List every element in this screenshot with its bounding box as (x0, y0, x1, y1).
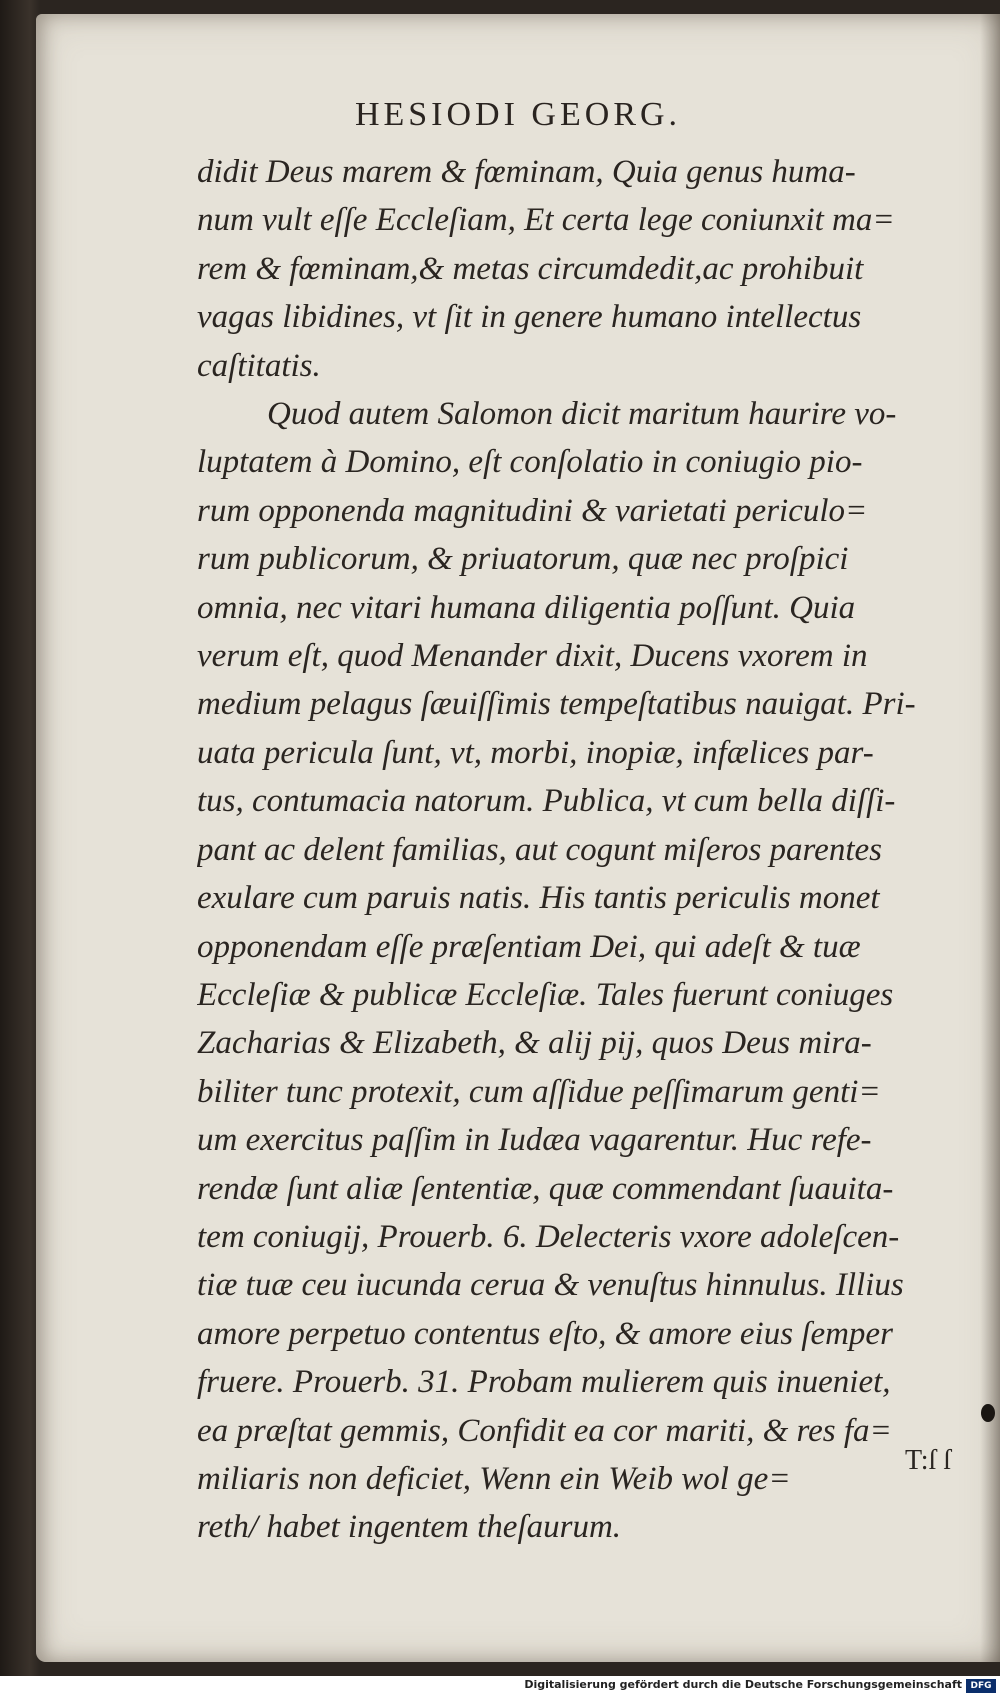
text-line: uata pericula ſunt, vt, morbi, inopiæ, infælices par- (197, 734, 874, 771)
ink-blot (981, 1404, 995, 1422)
text-line: num vult eſſe Eccleſiam, Et certa lege coniunxit ma= (197, 202, 895, 239)
digitization-credit: Digitalisierung gefördert durch die Deutsche Forschungsgemeinschaft (524, 1678, 962, 1691)
text-line: caſtitatis. (197, 347, 321, 384)
running-head: HESIODI GEORG. (354, 96, 682, 133)
text-line: pant ac delent familias, aut cogunt miſeros parentes (197, 831, 882, 868)
dfg-logo: DFG (966, 1679, 996, 1693)
text-line: verum eſt, quod Menander dixit, Ducens vxorem in (197, 638, 868, 675)
text-line: tus, contumacia natorum. Publica, vt cum bella diſſi- (197, 783, 896, 820)
text-line: exulare cum paruis natis. His tantis periculis monet (197, 880, 880, 917)
text-line: reth/ habet ingentem theſaurum. (197, 1509, 622, 1546)
text-line: miliaris non deficiet, Wenn ein Weib wol ge= (197, 1460, 791, 1497)
body-text (197, 148, 952, 1552)
text-line: rum opponenda magnitudini & varietati periculo= (197, 492, 868, 529)
text-line: tem coniugij, Prouerb. 6. Delecteris vxore adoleſcen- (197, 1218, 900, 1255)
text-line: fruere. Prouerb. 31. Probam mulierem quis inueniet, (197, 1364, 891, 1401)
text-line: didit Deus marem & fœminam, Quia genus huma- (197, 154, 856, 190)
catchword: T:ſ ſ (905, 1445, 952, 1476)
text-line: luptatem à Domino, eſt conſolatio in coniugio pio- (197, 444, 863, 481)
text-line: biliter tunc protexit, cum aſſidue peſſimarum genti= (197, 1073, 881, 1110)
text-line: rem & fœminam,& metas circumdedit,ac prohibuit (197, 250, 864, 287)
text-line: opponendam eſſe præſentiam Dei, qui adeſt & tuæ (197, 928, 861, 965)
text-line: vagas libidines, vt ſit in genere humano intellectus (197, 299, 862, 336)
text-line: amore perpetuo contentus eſto, & amore eius ſemper (197, 1315, 893, 1352)
text-line: omnia, nec vitari humana diligentia poſſunt. Quia (197, 589, 856, 626)
text-line: um exercitus paſſim in Iudæa vagarentur. Huc refe- (197, 1122, 872, 1159)
text-line: ea præſtat gemmis, Confidit ea cor mariti, & res fa= (197, 1412, 892, 1449)
text-line: Quod autem Salomon dicit maritum haurire vo- (267, 396, 897, 433)
text-line: medium pelagus ſæuiſſimis tempeſtatibus nauigat. Pri- (197, 686, 916, 723)
text-line: Eccleſiæ & publicæ Eccleſiæ. Tales fuerunt coniuges (197, 976, 894, 1013)
text-line: rendæ ſunt aliæ ſententiæ, quæ commendant ſuauita- (197, 1170, 894, 1207)
text-line: rum publicorum, & priuatorum, quæ nec proſpici (197, 541, 849, 578)
text-line: Zacharias & Elizabeth, & alij pij, quos Deus mira- (197, 1025, 872, 1062)
text-line: tiæ tuæ ceu iucunda cerua & venuſtus hinnulus. Illius (197, 1267, 904, 1304)
